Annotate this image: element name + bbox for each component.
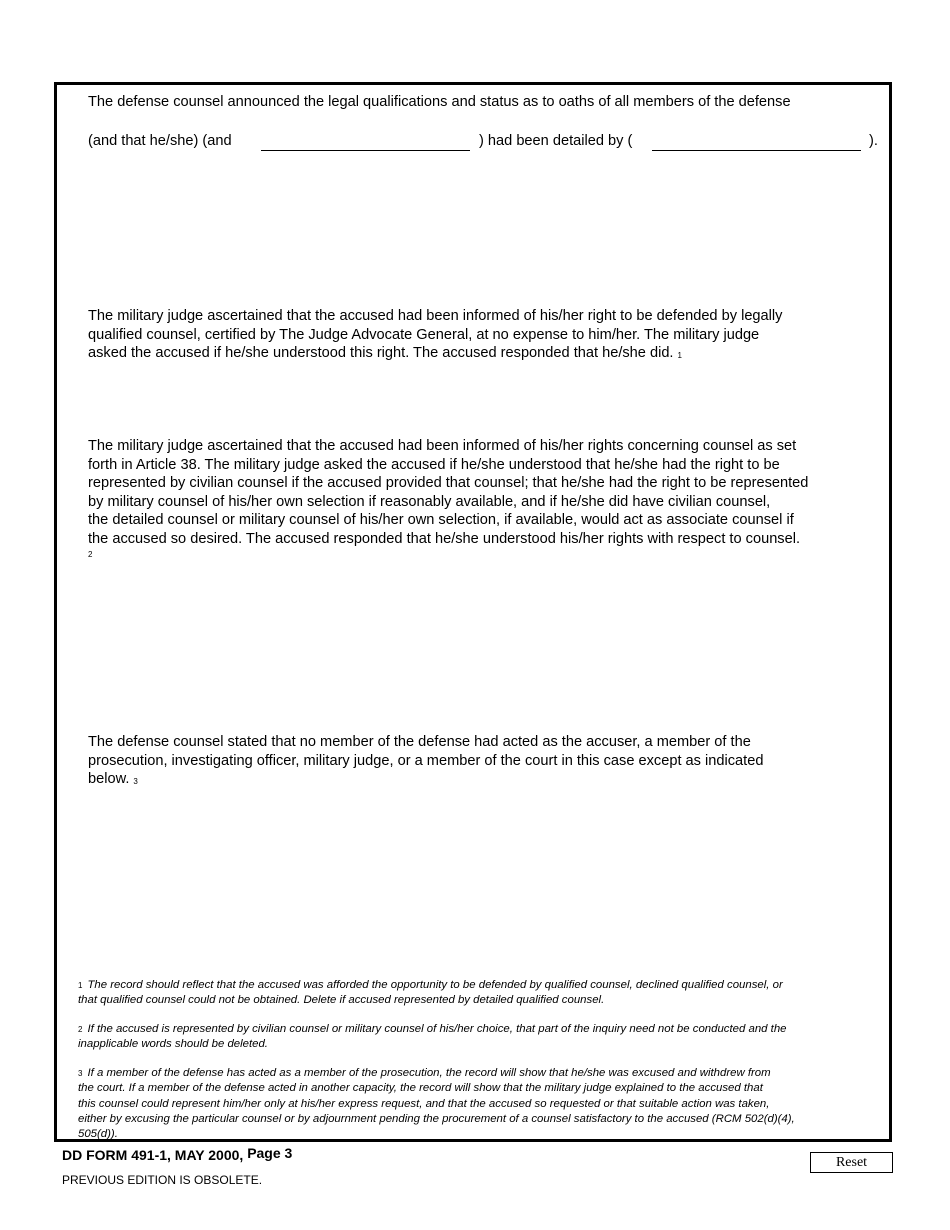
- detailed-counsel-name-field[interactable]: [261, 132, 470, 151]
- form-identifier: [62, 1147, 292, 1163]
- text-line-last: [88, 344, 782, 365]
- footnote-text: If a member of the defense has acted as a member of the prosecution, the record will show that he/she was excused and withdrew from: [87, 1067, 771, 1079]
- text-line-content: below.: [88, 771, 130, 788]
- text-line: qualified counsel, certified by The Judge Advocate General, at no expense to him/her. The military judge: [88, 326, 760, 343]
- text-line: forth in Article 38. The military judge asked the accused if he/she understood that he/she had the right to be: [88, 456, 780, 473]
- footnote-line: that qualified counsel could not be obtained. Delete if accused represented by detailed qualified counsel.: [78, 994, 605, 1007]
- footnote-line: inapplicable words should be deleted.: [78, 1038, 268, 1051]
- text-line-content: asked the accused if he/she understood this right. The accused responded that he/she did.: [88, 345, 674, 362]
- text-line: The military judge ascertained that the accused had been informed of his/her rights concerning counsel as set: [88, 438, 797, 454]
- footnote-1: [78, 978, 783, 1009]
- footnote-line: either by excusing the particular counsel or by adjournment pending the procurement of a counsel satisfactory to the accused (RCM 502(d)(4),: [78, 1112, 795, 1125]
- text-line: the detailed counsel or military counsel of his/her own selection, if available, would act as associate counsel if: [88, 512, 794, 529]
- text-line: The defense counsel stated that no member of the defense had acted as the accuser, a member of the: [88, 734, 751, 750]
- footnote-ref-1: 1: [677, 351, 682, 361]
- footnote-text: The record should reflect that the accused was afforded the opportunity to be defended by qualified counsel, declined qualified counsel, or: [87, 979, 783, 991]
- text-line: prosecution, investigating officer, military judge, or a member of the court in this case except as indicated: [88, 752, 764, 769]
- text-line: by military counsel of his/her own selection if reasonably available, and if he/she did have civilian counsel,: [88, 493, 771, 510]
- footnote-line: the court. If a member of the defense acted in another capacity, the record will show that the military judge explained to the accused that: [78, 1082, 763, 1095]
- para-announcement-prefix: (and that he/she) (and: [88, 133, 232, 149]
- footnote-number: 3: [78, 1069, 83, 1078]
- detailing-authority-field[interactable]: [652, 132, 861, 151]
- text-line: The military judge ascertained that the accused had been informed of his/her right to be defended by legally: [88, 308, 783, 324]
- footnote-3: [78, 1066, 795, 1142]
- para-announcement-suffix: ).: [869, 133, 878, 149]
- para-article-38-rights: [88, 437, 808, 549]
- para-defense-disqualification: [88, 733, 763, 791]
- page-number: Page 3: [247, 1145, 293, 1161]
- footnote-line: [78, 1022, 787, 1037]
- footnote-text: If the accused is represented by civilian counsel or military counsel of his/her choice, that part of the inquiry need not be conducted and the: [87, 1023, 787, 1035]
- footnote-2: [78, 1022, 787, 1053]
- footnote-number: 2: [78, 1025, 83, 1034]
- text-line: represented by civilian counsel if the accused provided that counsel; that he/she had the right to be represented: [88, 475, 809, 492]
- footnote-ref-2: 2: [88, 550, 93, 559]
- footnote-line: [78, 978, 783, 993]
- footnote-line: [78, 1066, 795, 1081]
- para-right-to-counsel: [88, 307, 782, 365]
- footnote-ref-3: 3: [133, 777, 138, 787]
- footnote-number: 1: [78, 981, 83, 990]
- obsolete-notice: PREVIOUS EDITION IS OBSOLETE.: [62, 1173, 263, 1187]
- text-line: the accused so desired. The accused responded that he/she understood his/her rights with respect to counsel.: [88, 530, 801, 547]
- para-announcement-line1: The defense counsel announced the legal qualifications and status as to oaths of all members of the defense: [88, 94, 791, 110]
- text-line-last: [88, 770, 763, 791]
- footnote-line: 505(d)).: [78, 1128, 118, 1141]
- form-number: DD FORM 491-1, MAY 2000,: [62, 1147, 244, 1163]
- reset-button[interactable]: Reset: [810, 1152, 893, 1173]
- para-announcement-middle: ) had been detailed by (: [479, 133, 633, 149]
- footnote-line: this counsel could represent him/her only at his/her express request, and that the accused so requested or that suitable action was taken,: [78, 1097, 770, 1110]
